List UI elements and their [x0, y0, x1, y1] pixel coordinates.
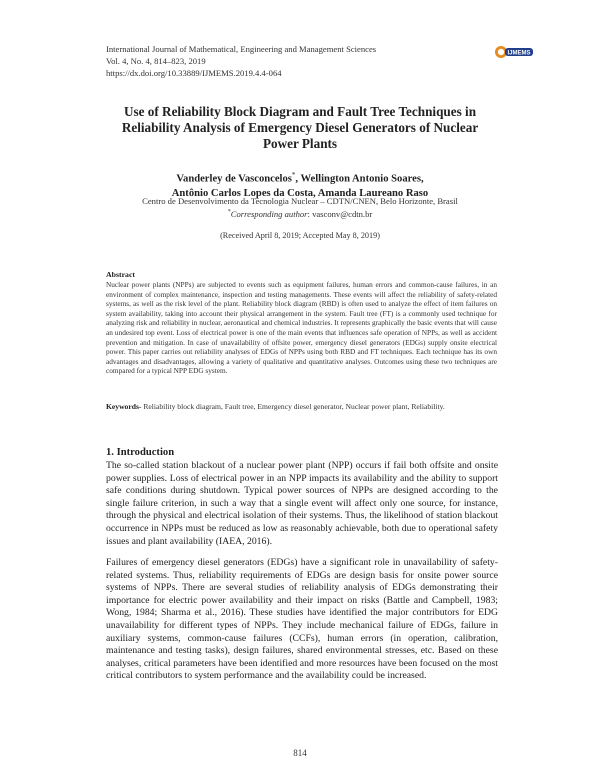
logo-text: IJMEMS [507, 50, 531, 57]
corresponding-note-mark: * [227, 209, 231, 215]
intro-paragraph-1: The so-called station blackout of a nuclear power plant (NPP) occurs if fail both offsite and onsite power supplies. Loss of electrical power in an NPP impacts its availability and the ability to support safe conditions during shutdown. Typical power sources of NPPs are designed according to the single failure criterion, in such a way that a single event will affect only one source, for instance, through the physical and electrical isolation of their systems. Thus, the likelihood of station blackout occurrence in NPPs must be reduced as low as reasonably achievable, both due to operational safety issues and plant availability (IAEA, 2016). [106, 460, 498, 547]
journal-volume: Vol. 4, No. 4, 814–823, 2019 [106, 56, 206, 66]
received-dates: (Received April 8, 2019; Accepted May 8, 2019) [220, 231, 380, 240]
author-first: Vanderley de Vasconcelos [176, 173, 292, 185]
authors-rest: , Wellington Antonio Soares, [295, 173, 424, 185]
journal-logo [494, 43, 534, 61]
abstract-text: Nuclear power plants (NPPs) are subjected to events such as equipment failures, human errors and common-cause failures, in an environment of complex maintenance, inspection and testing managements. These events will affect the reliability of safety-related systems, as well as the risk level of the plant. Reliability block diagram (RBD) is often used to analyze the effect of item failures on system availability, taking into account their physical arrangement in the system. Fault tree (FT) is a commonly used technique for analyzing risk and reliability in nuclear, aeronautical and chemical industries. It represents graphically the basic events that will cause an undesired top event. Loss of electrical power is one of the main events that influences safe operation of NPPs, as well as accident prevention and mitigation. In case of unavailability of offsite power, emergency diesel generators (EDGs) supply onsite electrical power. This paper carries out reliability analyses of EDGs of NPPs using both RBD and FT techniques. Each technique has its own advantages and disadvantages, allowing a variety of qualitative and quantitative analyses. Outcomes using these two techniques are compared for a typical NPP EDG system. [106, 280, 497, 376]
authors-line-1 [106, 168, 494, 187]
affiliation: Centro de Desenvolvimento da Tecnologia Nuclear – CDTN/CNEN, Belo Horizonte, Brasil [142, 196, 458, 206]
corresponding-email: : vasconv@cdtn.br [307, 208, 373, 219]
journal-name: International Journal of Mathematical, Engineering and Management Sciences [106, 44, 377, 54]
page-number: 814 [293, 748, 307, 758]
corresponding-author [106, 207, 494, 220]
authors-line-2: Antônio Carlos Lopes da Costa, Amanda Laureano Raso [171, 187, 429, 199]
journal-logo-icon [494, 43, 534, 61]
journal-header [106, 43, 436, 79]
intro-paragraph-2: Failures of emergency diesel generators (EDGs) have a significant role in unavailability of safety-related systems. Thus, reliability requirements of EDGs are design basis for onsite power source systems of NPPs. There are several studies of reliability analysis of EDGs demonstrating their importance for electric power availability and their impact on risks (Battle and Campbell, 1983; Wong, 1984; Sharma et al., 2016). These studies have identified the major contributors for EDG unavailability for different types of NPPs. They include mechanical failure of EDGs, failure in auxiliary systems, common-cause failures (CCFs), human errors (in operation, calibration, maintenance and testing tasks), design failures, shared environmental stresses, etc. Based on these analyses, critical parameters have been identified and more resources have been focused on the most critical contributors to system performance and the availability could be increased. [106, 557, 498, 682]
keywords-text: Reliability block diagram, Fault tree, Emergency diesel generator, Nuclear power plant, Reliability. [141, 402, 445, 411]
section-heading: 1. Introduction [106, 447, 175, 458]
corresponding-mark: * [291, 171, 296, 179]
journal-doi[interactable]: https://dx.doi.org/10.33889/IJMEMS.2019.4.4-064 [106, 68, 282, 78]
keywords-label: Keywords- [106, 402, 142, 411]
corresponding-label: Corresponding author [230, 208, 308, 219]
paper-title: Use of Reliability Block Diagram and Fault Tree Techniques in Reliability Analysis of Emergency Diesel Generators of Nuclear Power Plants [121, 104, 479, 151]
keywords [106, 402, 497, 412]
abstract-heading: Abstract [106, 270, 136, 279]
